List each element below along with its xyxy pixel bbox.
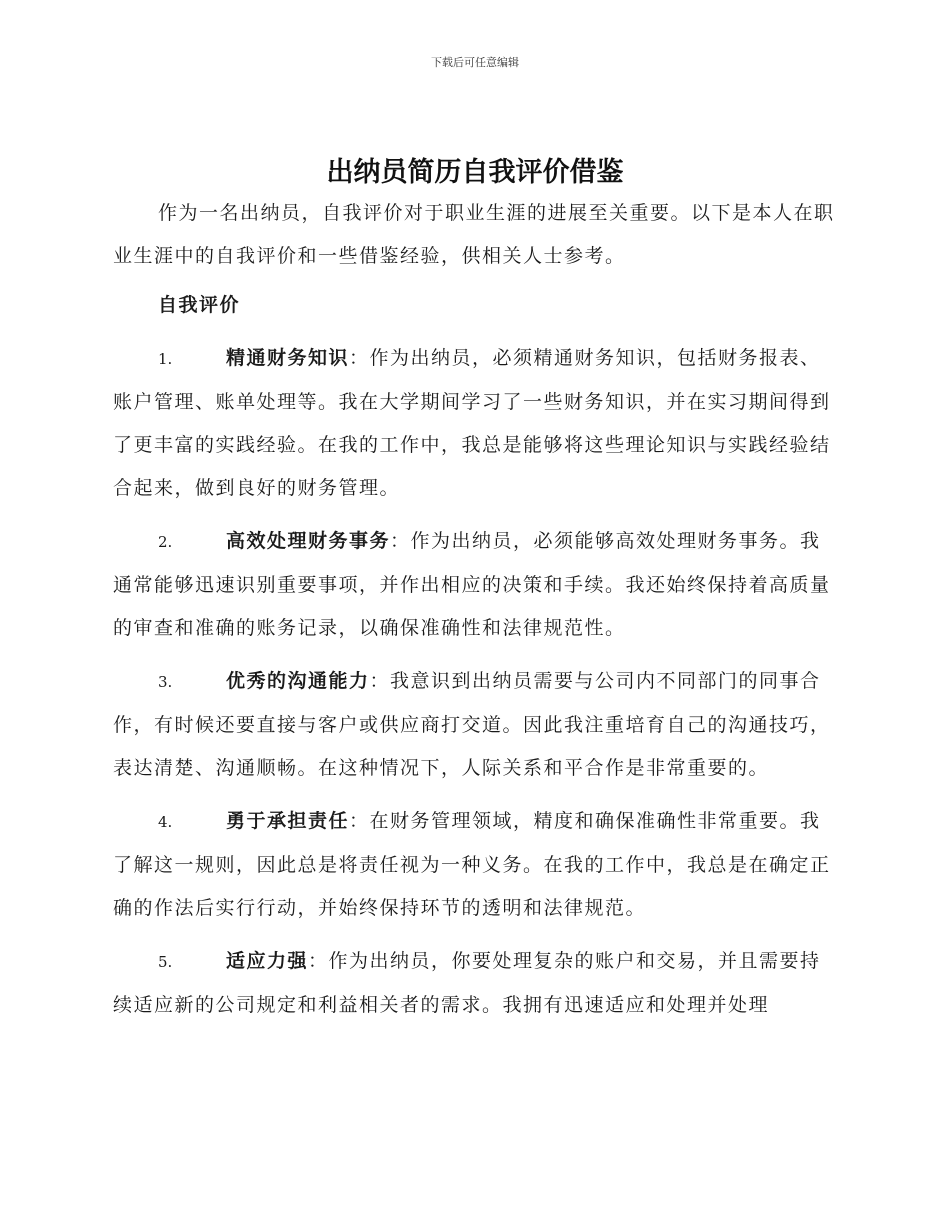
list-item-4 (113, 800, 835, 930)
item-text: ：我意识到出纳员需要与公司内不同部门的同事合作，有时候还要直接与客户或供应商打交道。因此我注重培育自己的沟通技巧，表达清楚、沟通顺畅。在这种情况下，人际关系和平合作是非常重要的。 (113, 670, 831, 779)
item-text: ：在财务管理领域，精度和确保准确性非常重要。我了解这一规则，因此总是将责任视为一种义务。在我的工作中，我总是在确定正确的作法后实行行动，并始终保持环节的透明和法律规范。 (113, 810, 831, 919)
section-heading: 自我评价 (158, 294, 241, 316)
item-number: 1. (158, 350, 173, 368)
document-title: 出纳员简历自我评价借鉴 (326, 157, 624, 188)
item-text: ：作为出纳员，必须精通财务知识，包括财务报表、账户管理、账单处理等。我在大学期间学习了一些财务知识，并在实习期间得到了更丰富的实践经验。在我的工作中，我总是能够将这些理论知识与实践经验结合起来，做到良好的财务管理。 (113, 347, 831, 499)
item-term: 适应力强 (226, 950, 309, 972)
item-term: 勇于承担责任 (226, 810, 350, 832)
list-item-1 (113, 337, 835, 510)
document-body (113, 192, 835, 1037)
item-number: 2. (158, 533, 173, 551)
item-number: 5. (158, 953, 173, 971)
page-header-note: 下载后可任意编辑 (431, 56, 519, 69)
list-item-3 (113, 660, 835, 790)
item-number: 3. (158, 673, 173, 691)
item-text: ：作为出纳员，你要处理复杂的账户和交易，并且需要持续适应新的公司规定和利益相关者的需求。我拥有迅速适应和处理并处理 (113, 950, 821, 1016)
intro-paragraph: 作为一名出纳员，自我评价对于职业生涯的进展至关重要。以下是本人在职业生涯中的自我评价和一些借鉴经验，供相关人士参考。 (113, 202, 835, 267)
item-term: 高效处理财务事务 (226, 530, 391, 552)
list-item-5 (113, 940, 835, 1027)
item-text: ：作为出纳员，必须能够高效处理财务事务。我通常能够迅速识别重要事项，并作出相应的决策和手续。我还始终保持着高质量的审查和准确的账务记录，以确保准确性和法律规范性。 (113, 530, 831, 639)
item-term: 精通财务知识 (226, 347, 350, 369)
item-term: 优秀的沟通能力 (226, 670, 370, 692)
item-number: 4. (158, 813, 173, 831)
list-item-2 (113, 520, 835, 650)
